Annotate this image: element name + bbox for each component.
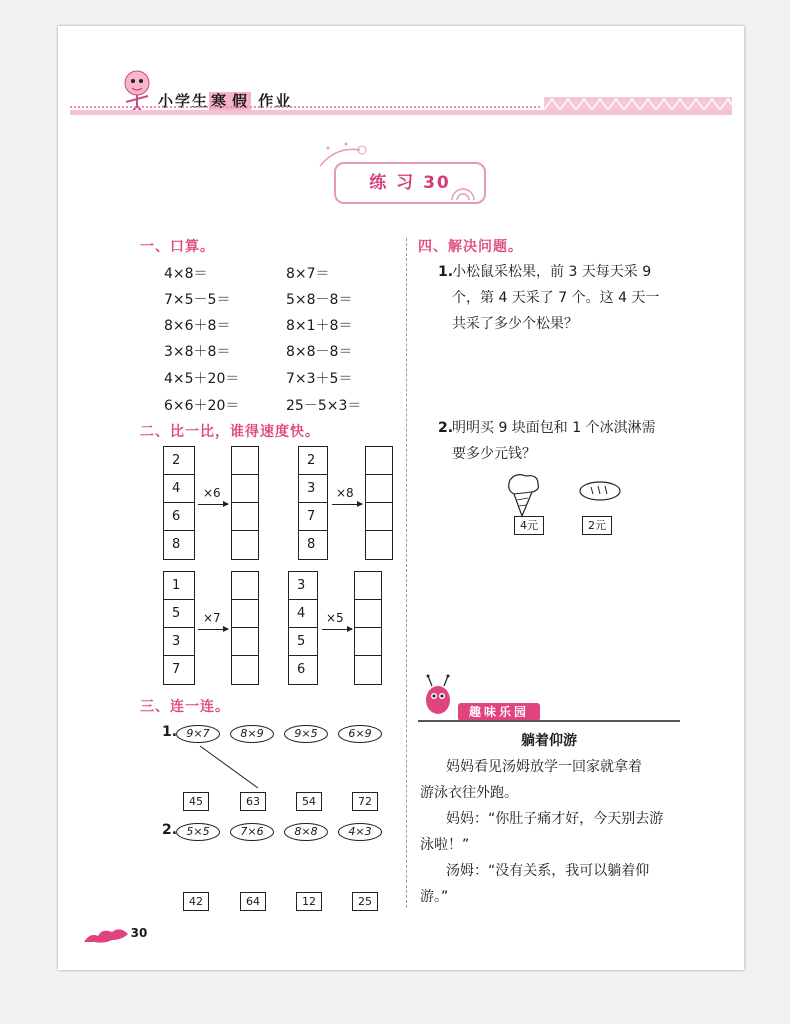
- oral-calc-right-4: 8×8－8＝: [286, 344, 353, 360]
- icecream-price-label: 4元: [514, 516, 544, 535]
- section3-heading: 三、连一连。: [140, 699, 230, 715]
- section2-heading: 二、比一比，谁得速度快。: [140, 424, 320, 440]
- problem2-line1: 明明买 9 块面包和 1 个冰淇淋需: [452, 420, 656, 436]
- multiply-label: ×6: [203, 486, 221, 500]
- answer-box[interactable]: 54: [296, 792, 322, 811]
- oral-calc-left-6: 6×6＋20＝: [164, 398, 240, 414]
- answer-cell[interactable]: [366, 475, 392, 503]
- oral-calc-left-2: 7×5－5＝: [164, 292, 231, 308]
- number-column: [298, 446, 328, 560]
- fish-expression: 4×3: [338, 823, 382, 841]
- oral-calc-left-4: 3×8＋8＝: [164, 344, 231, 360]
- fish-expression: 9×7: [176, 725, 220, 743]
- answer-cell[interactable]: [232, 531, 258, 559]
- answer-box[interactable]: 64: [240, 892, 266, 911]
- number-cell: 8: [307, 537, 316, 552]
- q1-label: 1.: [162, 724, 178, 740]
- number-column: [163, 571, 195, 685]
- multiply-label: ×7: [203, 611, 221, 625]
- column-divider: [406, 238, 407, 908]
- answer-cell[interactable]: [232, 503, 258, 531]
- answer-box[interactable]: 63: [240, 792, 266, 811]
- number-cell: 6: [164, 503, 194, 531]
- number-cell: 3: [164, 628, 194, 656]
- story-line-4: 泳啦！”: [420, 837, 470, 853]
- problem1-line3: 共采了多少个松果？: [452, 316, 578, 332]
- answer-cell[interactable]: [232, 628, 258, 656]
- answer-cell[interactable]: [232, 572, 258, 600]
- oral-calc-left-3: 8×6＋8＝: [164, 318, 231, 334]
- bread-icon: [578, 479, 622, 503]
- story-line-6: 游。”: [420, 889, 449, 905]
- answer-cell[interactable]: [355, 628, 381, 656]
- multiply-label: ×5: [326, 611, 344, 625]
- answer-cell[interactable]: [366, 531, 392, 559]
- number-cell: 1: [164, 572, 194, 600]
- cloud-decoration-icon: [82, 924, 132, 946]
- story-line-5: 汤姆：“没有关系，我可以躺着仰: [446, 863, 650, 879]
- number-cell: 5: [164, 600, 194, 628]
- number-cell: 6: [297, 662, 306, 677]
- header-title-highlight1: 寒: [211, 92, 229, 110]
- number-cell: 3: [289, 572, 317, 600]
- fish-expression: 6×9: [338, 725, 382, 743]
- problem2-number: 2.: [438, 420, 454, 436]
- oral-calc-right-6: 25－5×3＝: [286, 398, 362, 414]
- answer-cell[interactable]: [366, 503, 392, 531]
- page-number: 30: [130, 926, 148, 940]
- answer-cell[interactable]: [355, 572, 381, 600]
- oral-calc-right-3: 8×1＋8＝: [286, 318, 353, 334]
- section4-heading: 四、解决问题。: [418, 239, 523, 255]
- number-column: [163, 446, 195, 560]
- header-zigzag-decoration: [544, 97, 732, 111]
- fish-expression: 7×6: [230, 823, 274, 841]
- problem2-line2: 要多少元钱？: [452, 446, 536, 462]
- problem1-number: 1.: [438, 264, 454, 280]
- problem1-line2: 个，第 4 天采了 7 个。这 4 天一: [452, 290, 660, 306]
- number-cell: 7: [299, 503, 327, 531]
- story-line-2: 游泳衣往外跑。: [420, 785, 518, 801]
- oral-calc-right-5: 7×3＋5＝: [286, 371, 353, 387]
- story-title: 躺着仰游: [521, 733, 577, 749]
- fun-corner-underline: [418, 720, 680, 722]
- bread-price-label: 2元: [582, 516, 612, 535]
- fish-expression: 9×5: [284, 725, 328, 743]
- problem1-line1: 小松鼠采松果，前 3 天每天采 9: [452, 264, 652, 280]
- number-cell: 3: [299, 475, 327, 503]
- number-cell: 2: [164, 447, 194, 475]
- fun-corner-badge: 趣味乐园: [458, 703, 540, 721]
- arrow-right-icon: [332, 504, 362, 505]
- number-cell: 7: [172, 662, 181, 677]
- answer-column[interactable]: [231, 446, 259, 560]
- number-column: [288, 571, 318, 685]
- section1-heading: 一、口算。: [140, 239, 215, 255]
- rainbow-decoration-icon: [450, 184, 476, 202]
- fish-expression: 8×9: [230, 725, 274, 743]
- header-title-part2: 作业: [258, 92, 293, 110]
- answer-box[interactable]: 25: [352, 892, 378, 911]
- oral-calc-right-1: 8×7＝: [286, 266, 330, 282]
- ice-cream-icon: [504, 470, 544, 520]
- number-cell: 8: [172, 537, 181, 552]
- header-dotted-line: [70, 106, 540, 108]
- answer-column[interactable]: [354, 571, 382, 685]
- multiply-label: ×8: [336, 486, 354, 500]
- arrow-right-icon: [322, 629, 352, 630]
- answer-cell[interactable]: [232, 447, 258, 475]
- answer-cell[interactable]: [366, 447, 392, 475]
- arrow-right-icon: [198, 629, 228, 630]
- bee-mascot-icon: [418, 674, 458, 718]
- header-title-highlight2: 假: [232, 92, 250, 110]
- header-underline: [70, 110, 732, 115]
- number-cell: 4: [164, 475, 194, 503]
- answer-box[interactable]: 45: [183, 792, 209, 811]
- arrow-right-icon: [198, 504, 228, 505]
- answer-cell[interactable]: [232, 600, 258, 628]
- fish-expression: 5×5: [176, 823, 220, 841]
- story-line-1: 妈妈看见汤姆放学一回家就拿着: [446, 759, 642, 775]
- oral-calc-left-1: 4×8＝: [164, 266, 208, 282]
- answer-box[interactable]: 12: [296, 892, 322, 911]
- number-cell: 5: [289, 628, 317, 656]
- answer-box[interactable]: 72: [352, 792, 378, 811]
- oral-calc-right-2: 5×8－8＝: [286, 292, 353, 308]
- fish-expression: 8×8: [284, 823, 328, 841]
- lesson-title: 练 习 30: [369, 173, 451, 193]
- answer-cell[interactable]: [355, 656, 381, 684]
- number-cell: 4: [289, 600, 317, 628]
- answer-cell[interactable]: [232, 656, 258, 684]
- oral-calc-left-5: 4×5＋20＝: [164, 371, 240, 387]
- answer-box[interactable]: 42: [183, 892, 209, 911]
- number-cell: 2: [299, 447, 327, 475]
- answer-column[interactable]: [365, 446, 393, 560]
- connecting-line: [198, 744, 262, 790]
- answer-cell[interactable]: [232, 475, 258, 503]
- header-title-part1: 小学生: [158, 92, 210, 110]
- q2-label: 2.: [162, 822, 178, 838]
- answer-column[interactable]: [231, 571, 259, 685]
- workbook-page: [58, 26, 744, 970]
- story-line-3: 妈妈：“你肚子痛才好，今天别去游: [446, 811, 664, 827]
- answer-cell[interactable]: [355, 600, 381, 628]
